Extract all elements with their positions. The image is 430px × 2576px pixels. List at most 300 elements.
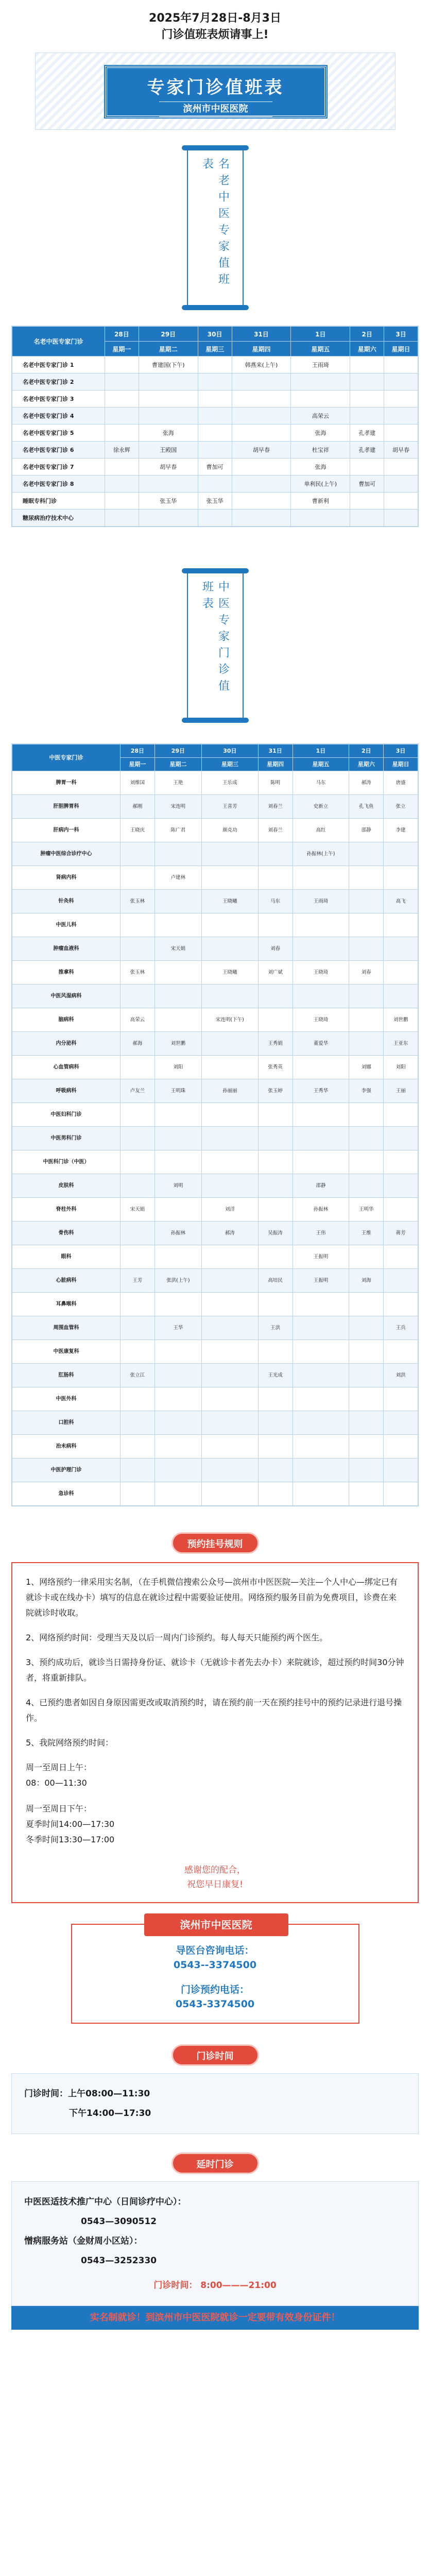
table-cell [293, 1482, 349, 1506]
table-cell [105, 408, 139, 425]
table-cell [349, 1008, 384, 1032]
table-corner: 中医专家门诊 [12, 744, 121, 771]
rule-item: 3、预约成功后，就诊当日需持身份证、就诊卡（无就诊卡者先去办卡）来院就诊，超过预约时间30分钟者，将重新排队。 [26, 1657, 404, 1683]
row-department: 推拿科 [12, 961, 121, 985]
row-department: 心脏病科 [12, 1269, 121, 1293]
table-cell [121, 1411, 155, 1435]
table-cell [349, 1435, 384, 1459]
row-department: 脑病科 [12, 1008, 121, 1032]
table-cell [291, 510, 350, 527]
header-date: 29日 [154, 744, 201, 758]
table-cell: 刘春 [349, 961, 384, 985]
row-department: 名老中医专家门诊 5 [12, 425, 105, 442]
table-cell [154, 1387, 201, 1411]
table-cell [121, 937, 155, 961]
table-cell: 刘广斌 [258, 961, 293, 985]
table-cell: 刘阳 [154, 1056, 201, 1079]
booking-time-line: 冬季时间13:30—17:00 [26, 1835, 115, 1844]
table-cell [258, 1103, 293, 1127]
row-department: 名老中医专家门诊 3 [12, 391, 105, 408]
table-cell [349, 985, 384, 1008]
table-cell [201, 1316, 258, 1340]
table-cell [154, 1411, 201, 1435]
table-cell: 宋天娟 [121, 1198, 155, 1222]
table-row [12, 866, 418, 890]
table-cell [198, 425, 232, 442]
clinic-time-am: 门诊时间：上午08:00—11:30 [24, 2089, 150, 2099]
table-cell: 刘海 [349, 1269, 384, 1293]
table-cell [293, 1459, 349, 1482]
table-cell [349, 866, 384, 890]
header-date: 3日 [384, 327, 418, 342]
table-cell [293, 985, 349, 1008]
extended-phone-2[interactable]: 0543—3252330 [81, 2256, 157, 2266]
table-cell [198, 510, 232, 527]
table-cell [201, 842, 258, 866]
table-cell: 徐永辉 [105, 442, 139, 459]
clinic-time-box [11, 2073, 419, 2134]
extended-line-2: 憎病服务站（金财周小区站）： [24, 2236, 143, 2246]
table-cell [154, 842, 201, 866]
table-cell: 张立 [384, 795, 418, 819]
table-cell: 韩燕来(上午) [232, 357, 291, 374]
table-cell [201, 1364, 258, 1387]
table-cell: 王丽 [384, 1079, 418, 1103]
table-cell [154, 1482, 201, 1506]
table-cell [121, 1056, 155, 1079]
thanks-line-1: 感谢您的配合， [184, 1865, 246, 1875]
extended-phone-1[interactable]: 0543—3090512 [81, 2216, 157, 2227]
rules-box [11, 1562, 419, 1903]
table-row [12, 1245, 418, 1269]
table-cell: 卢友兰 [121, 1079, 155, 1103]
table-cell [198, 357, 232, 374]
table-row [12, 1340, 418, 1364]
table-cell [384, 913, 418, 937]
table-row [12, 1056, 418, 1079]
row-department: 肝病内一科 [12, 819, 121, 842]
booking-time-line: 周一至周日上午： [26, 1762, 92, 1772]
table-cell: 刘世鹏 [154, 1032, 201, 1056]
table-cell: 郝海 [121, 1032, 155, 1056]
table-cell [201, 1103, 258, 1127]
table-cell: 曹加可 [350, 476, 384, 493]
table-cell [201, 1459, 258, 1482]
scroll-title-2 [187, 568, 244, 723]
table-cell: 马东 [258, 890, 293, 913]
table-cell [384, 391, 418, 408]
date-range: 2025年7月28日-8月3日 [149, 12, 281, 25]
table-cell: 张海 [139, 425, 198, 442]
table-cell [349, 1127, 384, 1150]
table-row [12, 1435, 418, 1459]
table-cell: 李强 [349, 1079, 384, 1103]
table-cell [201, 1056, 258, 1079]
table-cell [154, 1459, 201, 1482]
scroll-title-1 [187, 145, 244, 310]
header-weekday: 星期四 [232, 342, 291, 357]
row-department: 中医外科 [12, 1387, 121, 1411]
table-row [12, 1222, 418, 1245]
table-cell [349, 1174, 384, 1198]
row-department: 骨伤科 [12, 1222, 121, 1245]
row-department: 中医妇科门诊 [12, 1103, 121, 1127]
rule-item: 4、已预约患者如因自身原因需更改或取消预约时，请在预约前一天在预约挂号中的预约记录进行退号操作。 [26, 1698, 402, 1723]
table-cell [154, 985, 201, 1008]
table-cell [384, 1411, 418, 1435]
header-weekday: 星期三 [198, 342, 232, 357]
table-row [12, 937, 418, 961]
table-cell [258, 1174, 293, 1198]
extended-line-1: 中医医适技术推广中心（日间诊疗中心）： [24, 2197, 186, 2207]
table-cell [232, 374, 291, 391]
table-cell [258, 1008, 293, 1032]
table-cell [384, 1459, 418, 1482]
rules-section [0, 1532, 430, 1903]
table-cell [139, 391, 198, 408]
table-cell [384, 866, 418, 890]
table-cell [349, 1103, 384, 1127]
table-cell: 高荣云 [291, 408, 350, 425]
table-cell [198, 476, 232, 493]
scroll-text-1: 名老中医专家值班表 [200, 158, 230, 290]
table-cell [384, 374, 418, 391]
table-cell [232, 510, 291, 527]
table-cell [349, 1459, 384, 1482]
header-weekday: 星期一 [105, 342, 139, 357]
table-cell [201, 1032, 258, 1056]
table-cell [349, 1293, 384, 1316]
table-cell [258, 985, 293, 1008]
table-cell: 吴振涛 [258, 1222, 293, 1245]
table-cell [258, 842, 293, 866]
row-department: 肝胆脾胃科 [12, 795, 121, 819]
table-cell: 张海 [291, 425, 350, 442]
table-cell: 高培民 [258, 1269, 293, 1293]
row-department: 肿瘤血液科 [12, 937, 121, 961]
header-weekday: 星期一 [121, 758, 155, 771]
table-cell: 宋连明 [154, 795, 201, 819]
table-cell [258, 1245, 293, 1269]
table-cell: 王华 [154, 1316, 201, 1340]
table-cell [384, 1103, 418, 1127]
table-row [12, 357, 418, 374]
table-cell [258, 1293, 293, 1316]
table-cell: 孙丽丽 [201, 1079, 258, 1103]
table-cell: 王维 [349, 1222, 384, 1245]
table-cell [201, 985, 258, 1008]
table-cell [384, 1150, 418, 1174]
table-cell: 孙振林 [293, 1198, 349, 1222]
table-cell: 刘维国 [121, 771, 155, 795]
row-department: 名老中医专家门诊 7 [12, 459, 105, 476]
header-date: 28日 [105, 327, 139, 342]
table-cell [201, 1387, 258, 1411]
table-cell [154, 1198, 201, 1222]
table-cell [293, 1411, 349, 1435]
table-cell [121, 1435, 155, 1459]
table-cell: 张洪(上午) [154, 1269, 201, 1293]
table-cell [258, 913, 293, 937]
row-department: 针灸科 [12, 890, 121, 913]
table-cell: 王明珠 [154, 1079, 201, 1103]
table-cell [121, 842, 155, 866]
clinic-time-section [0, 2044, 430, 2134]
table-row [12, 425, 418, 442]
table-cell: 张立江 [121, 1364, 155, 1387]
rule-item: 5、我院网络预约时间： [26, 1738, 114, 1748]
table-cell [121, 1103, 155, 1127]
table-row [12, 1364, 418, 1387]
table-cell [154, 913, 201, 937]
table-cell [384, 842, 418, 866]
table-row [12, 374, 418, 391]
table-cell [384, 961, 418, 985]
table-cell: 高飞 [384, 890, 418, 913]
table-cell: 曹新利 [291, 493, 350, 510]
table-cell: 张玉华 [198, 493, 232, 510]
table-cell [293, 1056, 349, 1079]
header-weekday: 星期二 [154, 758, 201, 771]
table-cell [232, 459, 291, 476]
table-cell [121, 1222, 155, 1245]
table-cell [232, 391, 291, 408]
table-cell: 王秀娟 [258, 1032, 293, 1056]
row-department: 呼吸病科 [12, 1079, 121, 1103]
table-cell: 胡早春 [139, 459, 198, 476]
table-cell: 王殿国 [139, 442, 198, 459]
table-cell [293, 1340, 349, 1364]
table-cell [232, 425, 291, 442]
table-cell [293, 1316, 349, 1340]
table-cell [201, 866, 258, 890]
table-row [12, 1411, 418, 1435]
table-cell [349, 1150, 384, 1174]
table-row [12, 459, 418, 476]
row-department: 肿瘤中医综合诊疗中心 [12, 842, 121, 866]
header-weekday: 星期四 [258, 758, 293, 771]
table-cell [232, 408, 291, 425]
table-cell: 郝刚 [121, 795, 155, 819]
row-department: 治未病科 [12, 1435, 121, 1459]
table-cell [258, 1482, 293, 1506]
table-cell [384, 1340, 418, 1364]
table-cell [350, 510, 384, 527]
extended-section [0, 2153, 430, 2330]
booking-time-line: 夏季时间14:00—17:30 [26, 1819, 115, 1829]
table-cell [384, 357, 418, 374]
table-cell: 张玉林 [121, 961, 155, 985]
footer-banner: 实名制就诊！到滨州市中医医院就诊一定要带有效身份证件！ [11, 2306, 419, 2330]
page-title [0, 0, 430, 43]
table-corner: 名老中医专家门诊 [12, 327, 105, 357]
header-date: 29日 [139, 327, 198, 342]
table-cell [154, 1127, 201, 1150]
table-cell: 孔孝建 [350, 425, 384, 442]
row-department: 耳鼻喉科 [12, 1293, 121, 1316]
row-department: 中医男科门诊 [12, 1127, 121, 1150]
table-cell [154, 1293, 201, 1316]
banner-title: 专家门诊值班表 [147, 77, 284, 98]
table-cell: 王乐成 [201, 771, 258, 795]
table-cell [121, 866, 155, 890]
table-cell [105, 374, 139, 391]
table-cell: 郝涛 [201, 1222, 258, 1245]
table-cell [198, 442, 232, 459]
header-weekday: 星期日 [384, 342, 418, 357]
booking-phone[interactable]: 0543-3374500 [175, 1998, 255, 2010]
table-cell [121, 985, 155, 1008]
table-cell [293, 1103, 349, 1127]
table-cell: 宋连明(下午) [201, 1008, 258, 1032]
table-cell: 邵静 [349, 819, 384, 842]
booking-times [26, 1760, 404, 1848]
header-weekday: 星期日 [384, 758, 418, 771]
table-cell: 孔飞鱼 [349, 795, 384, 819]
table-cell [350, 374, 384, 391]
table-cell: 高荣云 [121, 1008, 155, 1032]
table-cell [350, 408, 384, 425]
rule-item: 2、网络预约时间：受理当天及以后一周内门诊预约。每人每天只能预约两个医生。 [26, 1633, 328, 1642]
rules-title: 预约挂号规则 [171, 1532, 259, 1554]
table-cell: 刘洋 [201, 1198, 258, 1222]
table-cell [105, 425, 139, 442]
table-cell [349, 1482, 384, 1506]
table-cell [258, 1198, 293, 1222]
table-cell: 王秀华 [293, 1079, 349, 1103]
table-cell: 宋天娟 [154, 937, 201, 961]
header-date: 1日 [291, 327, 350, 342]
table-cell [349, 1411, 384, 1435]
table-cell [154, 1435, 201, 1459]
spacer [72, 1972, 358, 1982]
table-cell [384, 985, 418, 1008]
clinic-time-title: 门诊时间 [171, 2044, 259, 2066]
table-cell: 刘世鹏 [384, 1008, 418, 1032]
table-cell [201, 937, 258, 961]
table-cell [201, 913, 258, 937]
table-cell [121, 1482, 155, 1506]
table-cell: 董爱华 [293, 1032, 349, 1056]
table-cell: 李建 [384, 819, 418, 842]
table-row [12, 890, 418, 913]
table-cell: 刘春兰 [258, 819, 293, 842]
header-weekday: 星期六 [349, 758, 384, 771]
table-cell [384, 937, 418, 961]
table-cell [154, 1364, 201, 1387]
table-row [12, 913, 418, 937]
guide-phone[interactable]: 0543--3374500 [173, 1959, 257, 1971]
table-cell: 王晓琦 [293, 961, 349, 985]
table-cell [121, 1293, 155, 1316]
guide-label: 导医台咨询电话： [176, 1945, 254, 1956]
table-cell: 曹加可 [198, 459, 232, 476]
header-weekday: 星期二 [139, 342, 198, 357]
rule-item: 1、网络预约一律采用实名制，（在手机微信搜索公众号—滨州市中医医院—关注—个人中心—绑定已有就诊卡或在线办卡）填写的信息在就诊过程中需要验证使用。网络预约服务目前为免费项目，诊费在来院就诊时收取。 [26, 1577, 398, 1618]
table-cell [201, 1435, 258, 1459]
table-cell: 刘明 [154, 1174, 201, 1198]
table-cell [201, 1482, 258, 1506]
title-line: 门诊值班表烦请事上! [161, 28, 269, 41]
booking-label: 门诊预约电话： [180, 1984, 249, 1995]
table-cell: 王洪 [258, 1316, 293, 1340]
table-cell [349, 1364, 384, 1387]
table-cell [154, 1340, 201, 1364]
table-header-dates [12, 744, 418, 758]
scroll-rod-top [182, 568, 249, 573]
table-cell [349, 913, 384, 937]
table-row [12, 795, 418, 819]
table-row [12, 1150, 418, 1174]
table-cell: 王雨琦 [291, 357, 350, 374]
table-cell [293, 1150, 349, 1174]
table-cell [258, 1435, 293, 1459]
row-department: 急诊科 [12, 1482, 121, 1506]
table-cell [121, 1316, 155, 1340]
table-cell [198, 391, 232, 408]
table-cell [154, 890, 201, 913]
table-cell [258, 1459, 293, 1482]
table-cell [349, 1340, 384, 1364]
table-row [12, 961, 418, 985]
table-cell [121, 1150, 155, 1174]
row-department: 糖尿病治疗技术中心 [12, 510, 105, 527]
table-cell [105, 391, 139, 408]
table-row [12, 1008, 418, 1032]
row-department: 中医科门诊（中医） [12, 1150, 121, 1174]
header-date: 31日 [258, 744, 293, 758]
table-cell [105, 459, 139, 476]
table-cell: 王光成 [258, 1364, 293, 1387]
table-cell [384, 408, 418, 425]
scroll-rod-bottom [182, 305, 249, 310]
table-cell [384, 1293, 418, 1316]
table-cell [258, 1150, 293, 1174]
table-row [12, 1198, 418, 1222]
table-cell [293, 1364, 349, 1387]
table-cell [105, 357, 139, 374]
row-department: 名老中医专家门诊 1 [12, 357, 105, 374]
row-department: 肾病内科 [12, 866, 121, 890]
table-row [12, 1103, 418, 1127]
table-cell [349, 937, 384, 961]
table-cell [349, 1032, 384, 1056]
table-cell: 刘春 [258, 937, 293, 961]
table-cell: 王晓曦 [201, 890, 258, 913]
table-cell [384, 476, 418, 493]
table-row [12, 1459, 418, 1482]
row-department: 脾胃一科 [12, 771, 121, 795]
table-cell: 王晓庆 [121, 819, 155, 842]
table-cell: 刘春兰 [258, 795, 293, 819]
table-cell [154, 1103, 201, 1127]
table-cell: 刘阳 [384, 1056, 418, 1079]
booking-time-line: 周一至周日下午： [26, 1804, 92, 1814]
row-department: 睡眠专科门诊 [12, 493, 105, 510]
table-cell [232, 476, 291, 493]
row-department: 眼科 [12, 1245, 121, 1269]
table-row [12, 442, 418, 459]
table-cell: 王兵 [384, 1316, 418, 1340]
table-cell: 张秀英 [258, 1056, 293, 1079]
table-cell [154, 1245, 201, 1269]
table-cell [105, 476, 139, 493]
table-cell: 颜克功 [201, 819, 258, 842]
table-cell [293, 1387, 349, 1411]
table-cell [258, 1411, 293, 1435]
table-cell [350, 493, 384, 510]
table-cell [293, 1293, 349, 1316]
